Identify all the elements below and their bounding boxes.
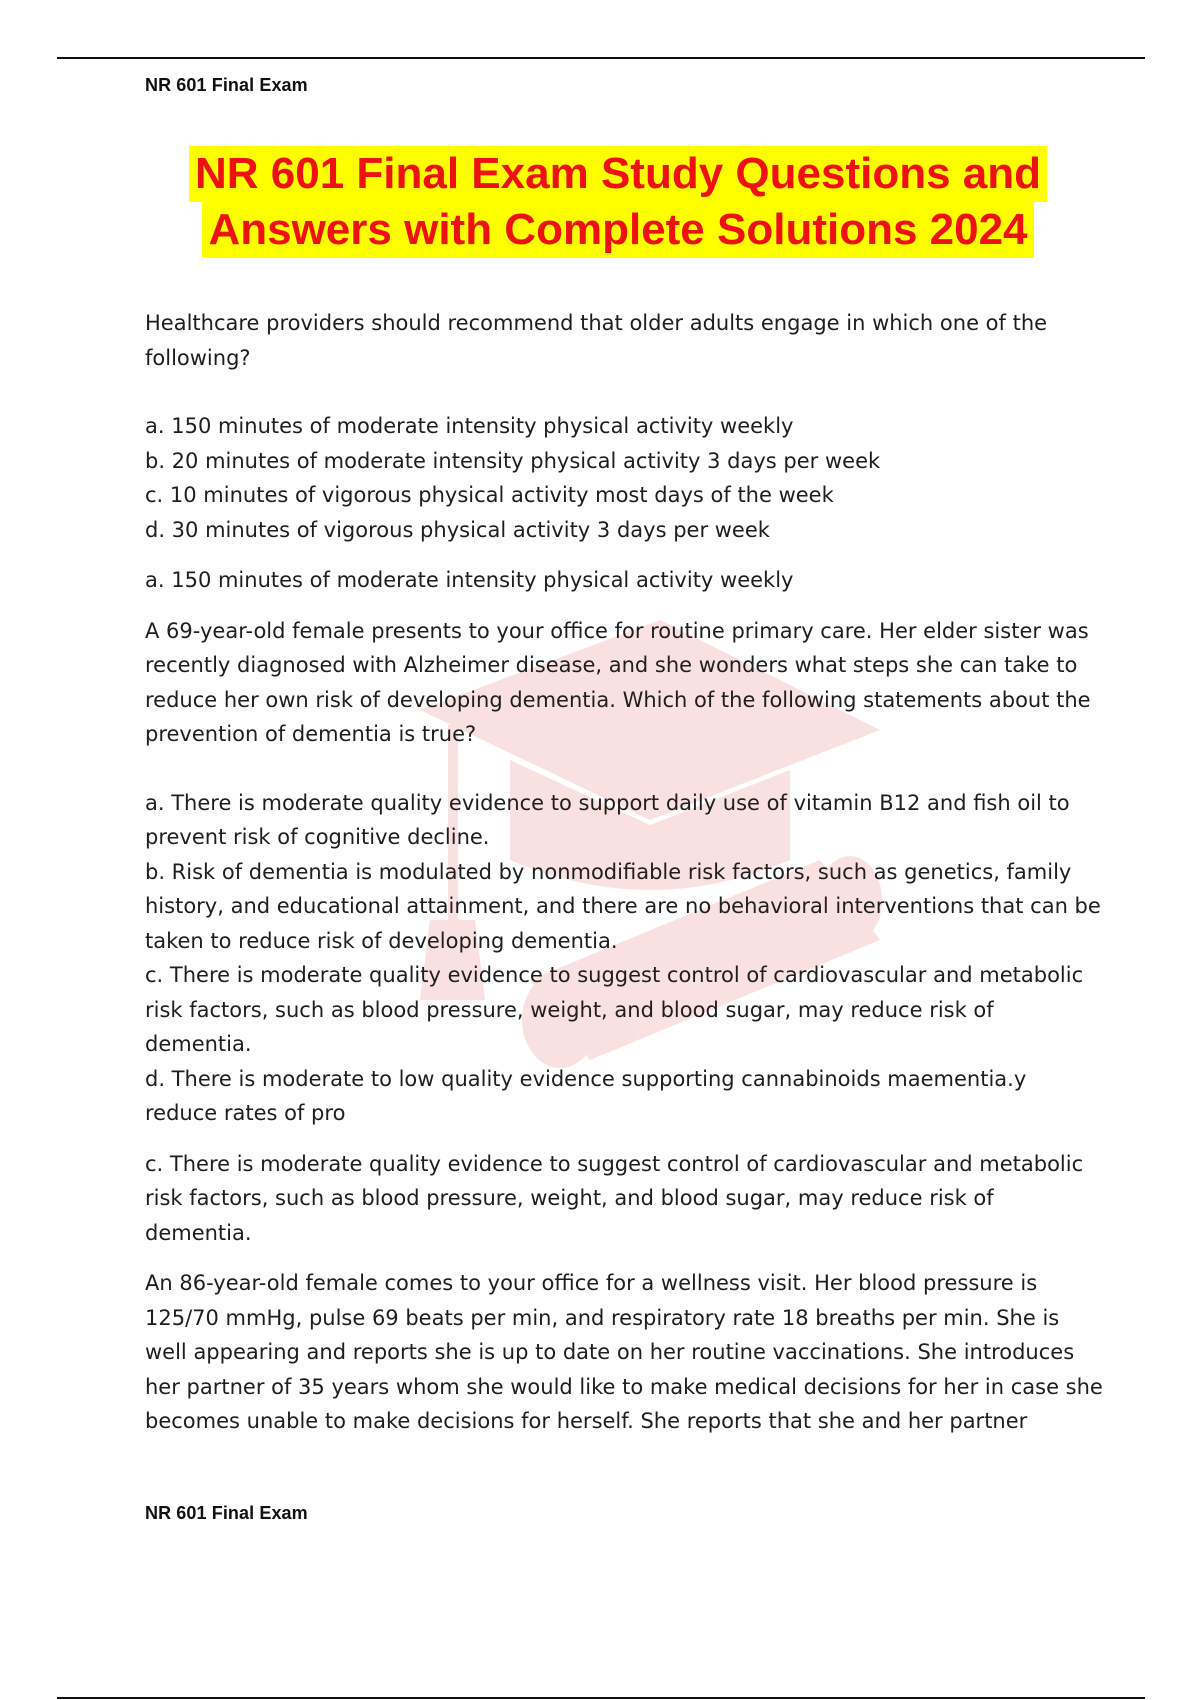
question-2-option-d: d. There is moderate to low quality evidence supporting cannabinoids maementia.y reduce rates of pro: [145, 1066, 1027, 1125]
question-1-option-c: c. 10 minutes of vigorous physical activity most days of the week: [145, 483, 834, 507]
running-header: NR 601 Final Exam: [145, 75, 308, 95]
question-1-option-a: a. 150 minutes of moderate intensity physical activity weekly: [145, 414, 794, 438]
question-2-option-b: b. Risk of dementia is modulated by nonmodifiable risk factors, such as genetics, family history, and educational attainment, and there are no behavioral interventions that can be taken to reduce risk of developing dementia.: [145, 859, 1101, 953]
page-title: [145, 146, 1091, 258]
title-line-2: Answers with Complete Solutions 2024: [202, 202, 1033, 258]
top-rule: [57, 57, 1145, 59]
title-line-1: NR 601 Final Exam Study Questions and: [189, 146, 1047, 202]
question-2-answer: c. There is moderate quality evidence to suggest control of cardiovascular and metabolic risk factors, such as blood pressure, weight, and blood sugar, may reduce risk of dementia.: [145, 1151, 1084, 1245]
question-2-stem: A 69-year-old female presents to your office for routine primary care. Her elder sister was recently diagnosed with Alzheimer disease, and she wonders what steps she can take to reduce her own risk of developing dementia. Which of the following statements about the prevention of dementia is true?: [145, 618, 1091, 746]
question-1-option-d: d. 30 minutes of vigorous physical activity 3 days per week: [145, 517, 770, 542]
question-2-option-a: a. There is moderate quality evidence to support daily use of vitamin B12 and fish oil to prevent risk of cognitive decline.: [145, 790, 1070, 849]
question-1-stem: Healthcare providers should recommend that older adults engage in which one of the following?: [145, 311, 1048, 370]
document-body: [145, 306, 1105, 1439]
question-2-option-c: c. There is moderate quality evidence to suggest control of cardiovascular and metabolic risk factors, such as blood pressure, weight, and blood sugar, may reduce risk of dementia.: [145, 963, 1084, 1056]
question-1-answer: a. 150 minutes of moderate intensity physical activity weekly: [145, 568, 794, 592]
question-1-option-b: b. 20 minutes of moderate intensity physical activity 3 days per week: [145, 448, 881, 473]
bottom-rule: [57, 1697, 1145, 1699]
question-3-stem: An 86-year-old female comes to your office for a wellness visit. Her blood pressure is 125/70 mmHg, pulse 69 beats per min, and respiratory rate 18 breaths per min. She is well appearing and reports she is up to date on her routine vaccinations. She introduces her partner of 35 years whom she would like to make medical decisions for her in case she becomes unable to make decisions for herself. She reports that she and her partner: [145, 1271, 1103, 1433]
running-footer: NR 601 Final Exam: [145, 1503, 308, 1523]
